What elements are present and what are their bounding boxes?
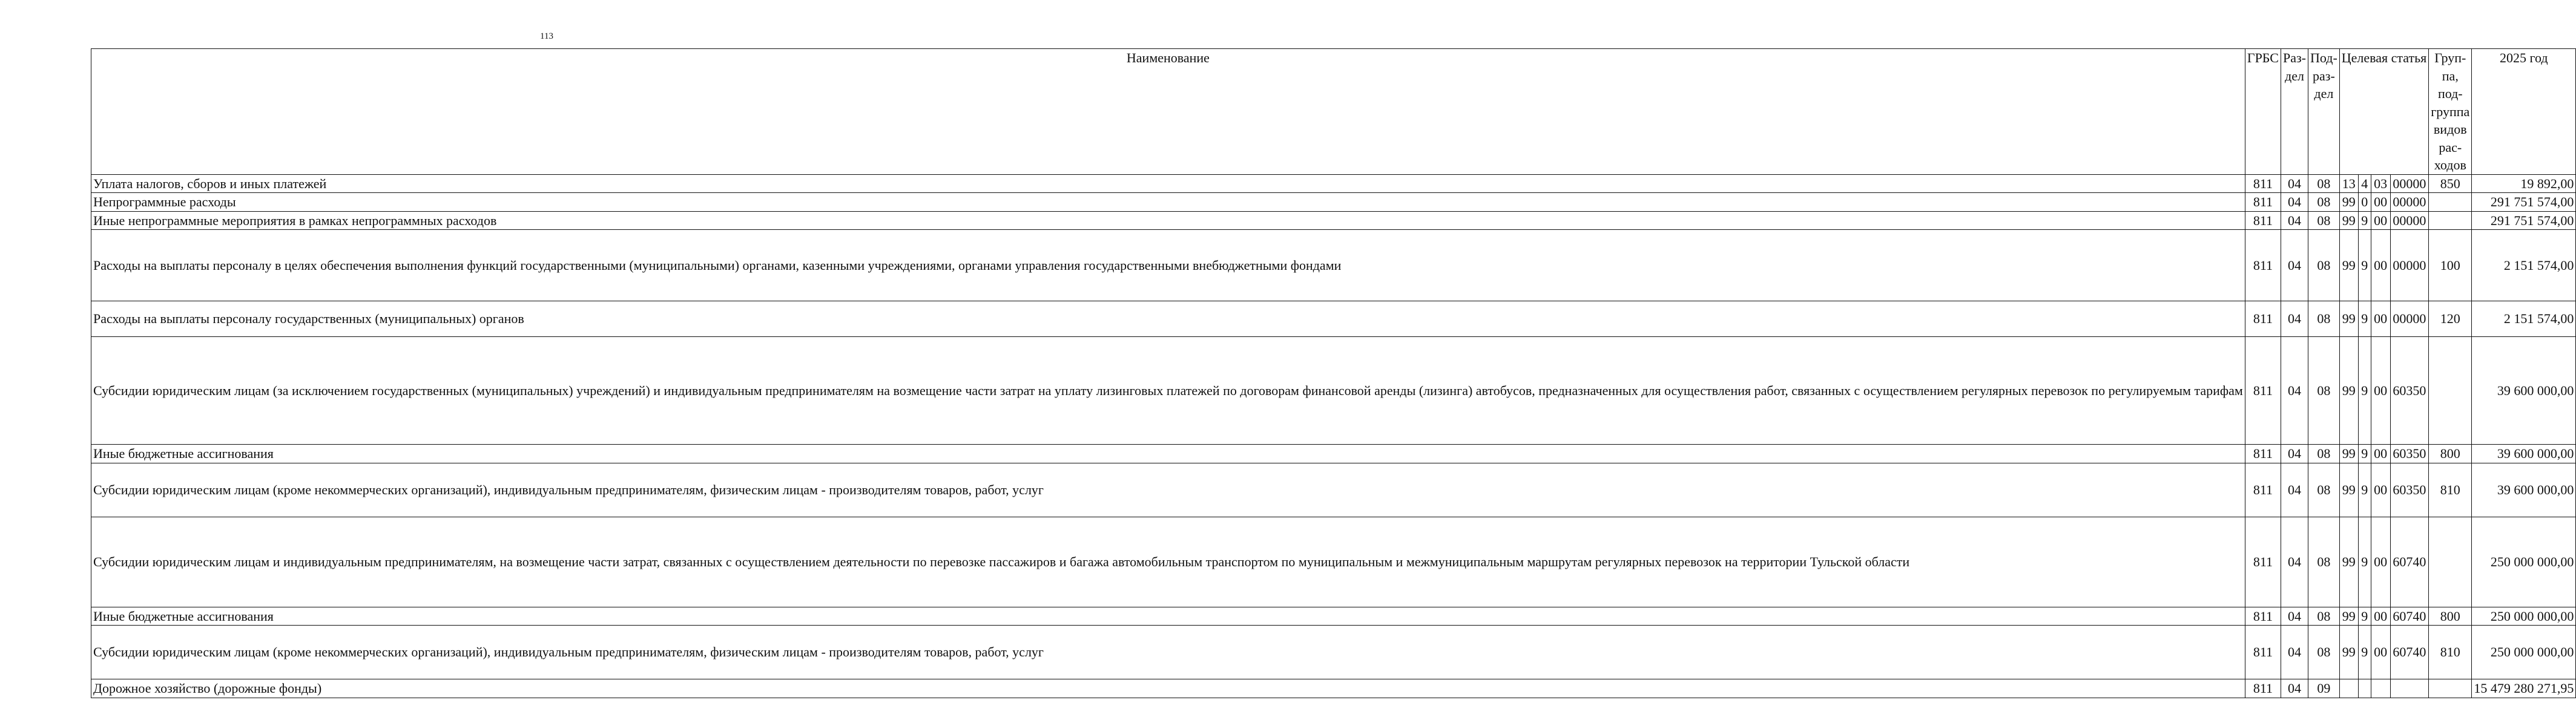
row-expense-group: 810 <box>2429 626 2472 679</box>
row-target-main-event: 03 <box>2371 174 2390 193</box>
row-expense-group: 850 <box>2429 174 2472 193</box>
row-target-subprogram: 9 <box>2358 445 2371 463</box>
row-expense-group <box>2429 337 2472 445</box>
row-expense-group: 800 <box>2429 445 2472 463</box>
row-target-program: 99 <box>2339 445 2358 463</box>
row-grbs: 811 <box>2245 445 2281 463</box>
table-row <box>91 607 2576 626</box>
row-target-direction: 00000 <box>2390 211 2429 230</box>
row-razdel: 04 <box>2281 211 2308 230</box>
row-target-main-event: 00 <box>2371 463 2390 517</box>
row-razdel: 04 <box>2281 679 2308 698</box>
row-target-main-event: 00 <box>2371 517 2390 607</box>
row-grbs: 811 <box>2245 679 2281 698</box>
row-target-program: 99 <box>2339 626 2358 679</box>
row-amount: 250 000 000,00 <box>2472 626 2576 679</box>
row-name: Расходы на выплаты персоналу в целях обеспечения выполнения функций государственными (муниципальными) органами, казенными учреждениями, органами управления государственными внебюджетными фондами <box>91 230 2245 301</box>
row-name: Расходы на выплаты персоналу государственных (муниципальных) органов <box>91 301 2245 337</box>
row-amount: 291 751 574,00 <box>2472 193 2576 212</box>
row-podrazdel: 08 <box>2308 230 2340 301</box>
row-razdel: 04 <box>2281 607 2308 626</box>
row-target-direction: 00000 <box>2390 193 2429 212</box>
row-target-subprogram: 9 <box>2358 607 2371 626</box>
row-grbs: 811 <box>2245 337 2281 445</box>
row-razdel: 04 <box>2281 517 2308 607</box>
row-target-program: 99 <box>2339 607 2358 626</box>
budget-table <box>91 48 2576 698</box>
row-name: Иные бюджетные ассигнования <box>91 607 2245 626</box>
row-target-main-event: 00 <box>2371 211 2390 230</box>
row-target-subprogram: 9 <box>2358 463 2371 517</box>
row-target-direction: 60740 <box>2390 517 2429 607</box>
row-grbs: 811 <box>2245 193 2281 212</box>
row-name: Иные бюджетные ассигнования <box>91 445 2245 463</box>
row-name: Субсидии юридическим лицам (кроме некоммерческих организаций), индивидуальным предпринимателям, физическим лицам - производителям товаров, работ, услуг <box>91 463 2245 517</box>
row-amount: 291 751 574,00 <box>2472 211 2576 230</box>
row-target-program: 99 <box>2339 463 2358 517</box>
row-expense-group: 800 <box>2429 607 2472 626</box>
row-target-program: 99 <box>2339 211 2358 230</box>
table-row <box>91 517 2576 607</box>
table-header-row <box>91 49 2576 175</box>
row-razdel: 04 <box>2281 301 2308 337</box>
row-grbs: 811 <box>2245 463 2281 517</box>
row-expense-group <box>2429 211 2472 230</box>
row-grbs: 811 <box>2245 626 2281 679</box>
row-target-program: 13 <box>2339 174 2358 193</box>
row-name: Иные непрограммные мероприятия в рамках непрограммных расходов <box>91 211 2245 230</box>
header-target: Целевая статья <box>2339 49 2429 175</box>
header-razdel: Раз- дел <box>2281 49 2308 175</box>
row-target-direction: 60740 <box>2390 607 2429 626</box>
row-grbs: 811 <box>2245 174 2281 193</box>
row-target-subprogram: 9 <box>2358 230 2371 301</box>
row-expense-group: 810 <box>2429 463 2472 517</box>
row-name: Уплата налогов, сборов и иных платежей <box>91 174 2245 193</box>
row-amount: 39 600 000,00 <box>2472 337 2576 445</box>
row-target-direction: 60350 <box>2390 463 2429 517</box>
row-target-main-event: 00 <box>2371 607 2390 626</box>
row-razdel: 04 <box>2281 230 2308 301</box>
row-expense-group: 100 <box>2429 230 2472 301</box>
row-target-program: 99 <box>2339 337 2358 445</box>
row-expense-group <box>2429 517 2472 607</box>
row-target-main-event: 00 <box>2371 193 2390 212</box>
row-target-direction: 60350 <box>2390 445 2429 463</box>
row-target-subprogram: 9 <box>2358 517 2371 607</box>
row-name: Субсидии юридическим лицам (за исключением государственных (муниципальных) учреждений) и индивидуальным предпринимателям на возмещение части затрат на уплату лизинговых платежей по договорам финансовой аренды (лизинга) автобусов, предназначенных для осуществления работ, связанных с осуществлением регулярных перевозок по регулируемым тарифам <box>91 337 2245 445</box>
header-podrazdel: Под- раз- дел <box>2308 49 2340 175</box>
row-name: Субсидии юридическим лицам (кроме некоммерческих организаций), индивидуальным предпринимателям, физическим лицам - производителям товаров, работ, услуг <box>91 626 2245 679</box>
row-expense-group <box>2429 679 2472 698</box>
row-podrazdel: 08 <box>2308 174 2340 193</box>
row-podrazdel: 08 <box>2308 626 2340 679</box>
table-row <box>91 301 2576 337</box>
row-razdel: 04 <box>2281 193 2308 212</box>
row-grbs: 811 <box>2245 517 2281 607</box>
row-target-program <box>2339 679 2358 698</box>
row-target-direction: 00000 <box>2390 230 2429 301</box>
row-grbs: 811 <box>2245 301 2281 337</box>
row-amount: 39 600 000,00 <box>2472 445 2576 463</box>
row-target-program: 99 <box>2339 517 2358 607</box>
row-podrazdel: 08 <box>2308 463 2340 517</box>
row-target-main-event <box>2371 679 2390 698</box>
table-row <box>91 337 2576 445</box>
row-podrazdel: 08 <box>2308 193 2340 212</box>
row-grbs: 811 <box>2245 211 2281 230</box>
row-target-direction: 00000 <box>2390 301 2429 337</box>
row-target-main-event: 00 <box>2371 445 2390 463</box>
row-target-program: 99 <box>2339 193 2358 212</box>
header-group: Груп- па, под- группа видов рас- ходов <box>2429 49 2472 175</box>
row-target-subprogram <box>2358 679 2371 698</box>
row-razdel: 04 <box>2281 337 2308 445</box>
row-target-direction: 60740 <box>2390 626 2429 679</box>
row-target-direction <box>2390 679 2429 698</box>
row-target-subprogram: 9 <box>2358 337 2371 445</box>
row-podrazdel: 08 <box>2308 607 2340 626</box>
row-name: Дорожное хозяйство (дорожные фонды) <box>91 679 2245 698</box>
row-target-main-event: 00 <box>2371 301 2390 337</box>
row-amount: 250 000 000,00 <box>2472 607 2576 626</box>
row-target-subprogram: 9 <box>2358 626 2371 679</box>
row-name: Субсидии юридическим лицам и индивидуальным предпринимателям, на возмещение части затрат, связанных с осуществлением деятельности по перевозке пассажиров и багажа автомобильным транспортом по муниципальным и межмуниципальным маршрутам регулярных перевозок на территории Тульской области <box>91 517 2245 607</box>
row-target-subprogram: 9 <box>2358 301 2371 337</box>
row-target-main-event: 00 <box>2371 337 2390 445</box>
table-row <box>91 174 2576 193</box>
row-name: Непрограммные расходы <box>91 193 2245 212</box>
header-name: Наименование <box>91 49 2245 175</box>
row-podrazdel: 08 <box>2308 301 2340 337</box>
row-amount: 250 000 000,00 <box>2472 517 2576 607</box>
row-razdel: 04 <box>2281 626 2308 679</box>
row-podrazdel: 08 <box>2308 517 2340 607</box>
row-razdel: 04 <box>2281 463 2308 517</box>
row-target-direction: 60350 <box>2390 337 2429 445</box>
row-amount: 2 151 574,00 <box>2472 230 2576 301</box>
row-target-subprogram: 4 <box>2358 174 2371 193</box>
row-target-program: 99 <box>2339 301 2358 337</box>
row-podrazdel: 08 <box>2308 445 2340 463</box>
page-number: 113 <box>540 31 553 41</box>
row-target-main-event: 00 <box>2371 230 2390 301</box>
row-amount: 15 479 280 271,95 <box>2472 679 2576 698</box>
row-grbs: 811 <box>2245 607 2281 626</box>
header-year: 2025 год <box>2472 49 2576 175</box>
row-target-direction: 00000 <box>2390 174 2429 193</box>
row-podrazdel: 08 <box>2308 337 2340 445</box>
row-podrazdel: 09 <box>2308 679 2340 698</box>
table-row <box>91 211 2576 230</box>
row-target-subprogram: 0 <box>2358 193 2371 212</box>
table-row <box>91 626 2576 679</box>
row-amount: 2 151 574,00 <box>2472 301 2576 337</box>
table-row <box>91 679 2576 698</box>
row-amount: 39 600 000,00 <box>2472 463 2576 517</box>
row-expense-group: 120 <box>2429 301 2472 337</box>
row-razdel: 04 <box>2281 174 2308 193</box>
row-razdel: 04 <box>2281 445 2308 463</box>
row-amount: 19 892,00 <box>2472 174 2576 193</box>
row-target-main-event: 00 <box>2371 626 2390 679</box>
header-grbs: ГРБС <box>2245 49 2281 175</box>
table-row <box>91 445 2576 463</box>
table-row <box>91 463 2576 517</box>
table-row <box>91 193 2576 212</box>
row-podrazdel: 08 <box>2308 211 2340 230</box>
table-row <box>91 230 2576 301</box>
row-grbs: 811 <box>2245 230 2281 301</box>
row-target-subprogram: 9 <box>2358 211 2371 230</box>
row-expense-group <box>2429 193 2472 212</box>
row-target-program: 99 <box>2339 230 2358 301</box>
